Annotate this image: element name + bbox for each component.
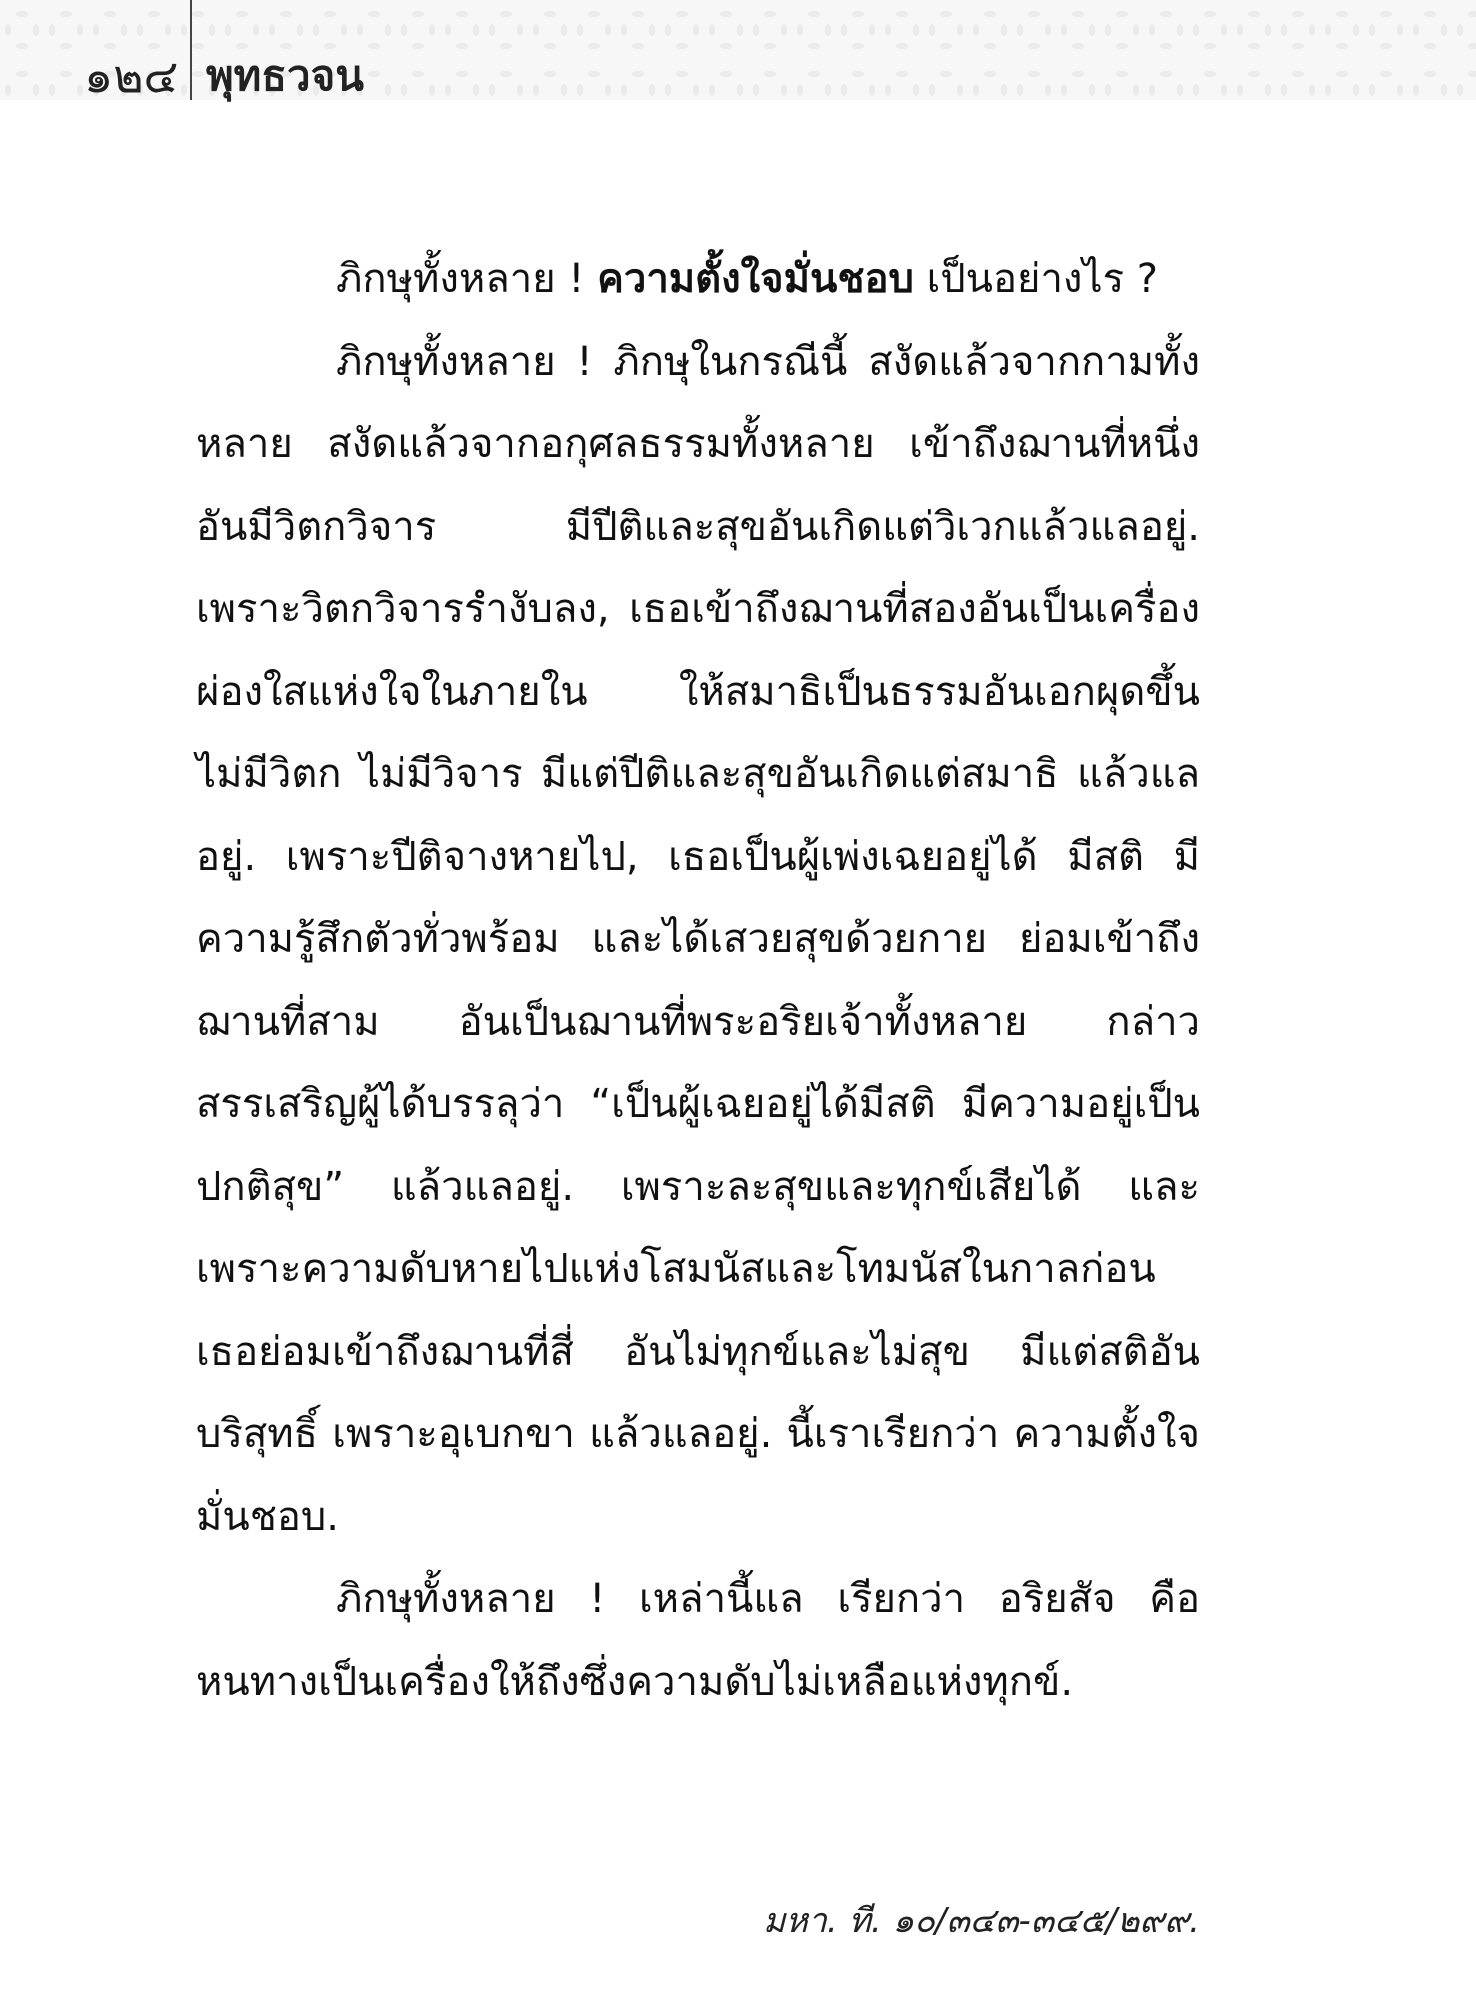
question-tail: เป็นอย่างไร ? [913,256,1159,302]
book-title: พุทธวจน [206,51,364,100]
source-reference: มหา. ที. ๑๐/๓๔๓-๓๔๕/๒๙๙. [762,1901,1200,1941]
paragraph-conclusion: ภิกษุทั้งหลาย ! เหล่านี้แล เรียกว่า อริยสัจ คือหนทางเป็นเครื่องให้ถึงซึ่งความดับไม่เหลือแห่งทุกข์. [196,1576,1200,1705]
paragraph-question [196,238,1200,321]
question-term: ความตั้งใจมั่นชอบ [597,256,914,302]
paragraph-explanation: ภิกษุทั้งหลาย ! ภิกษุในกรณีนี้ สงัดแล้วจากกามทั้งหลาย สงัดแล้วจากอกุศลธรรมทั้งหลาย เข้าถึงฌานที่หนึ่ง อันมีวิตกวิจาร มีปีติและสุขอันเกิดแต่วิเวกแล้วแลอยู่. เพราะวิตกวิจารรำงับลง, เธอเข้าถึงฌานที่สองอันเป็นเครื่องผ่องใสแห่งใจในภายใน ให้สมาธิเป็นธรรมอันเอกผุดขึ้น ไม่มีวิตก ไม่มีวิจาร มีแต่ปีติและสุขอันเกิดแต่สมาธิ แล้วแลอยู่. เพราะปีติจางหายไป, เธอเป็นผู้เพ่งเฉยอยู่ได้ มีสติ มีความรู้สึกตัวทั่วพร้อม และได้เสวยสุขด้วยกาย ย่อมเข้าถึงฌานที่สาม อันเป็นฌานที่พระอริยเจ้าทั้งหลาย กล่าวสรรเสริญผู้ได้บรรลุว่า “เป็นผู้เฉยอยู่ได้มีสติ มีความอยู่เป็นปกติสุข” แล้วแลอยู่. เพราะละสุขและทุกข์เสียได้ และเพราะความดับหายไปแห่งโสมนัสและโทมนัสในกาลก่อน เธอย่อมเข้าถึงฌานที่สี่ อันไม่ทุกข์และไม่สุข มีแต่สติอันบริสุทธิ์ เพราะอุเบกขา แล้วแลอยู่. นี้เราเรียกว่า ความตั้งใจมั่นชอบ. [196,338,1200,1540]
question-lead: ภิกษุทั้งหลาย ! [336,256,598,302]
body-text [196,238,1200,1723]
page-number: ๑๒๔ [84,49,179,103]
header-divider [190,0,192,100]
